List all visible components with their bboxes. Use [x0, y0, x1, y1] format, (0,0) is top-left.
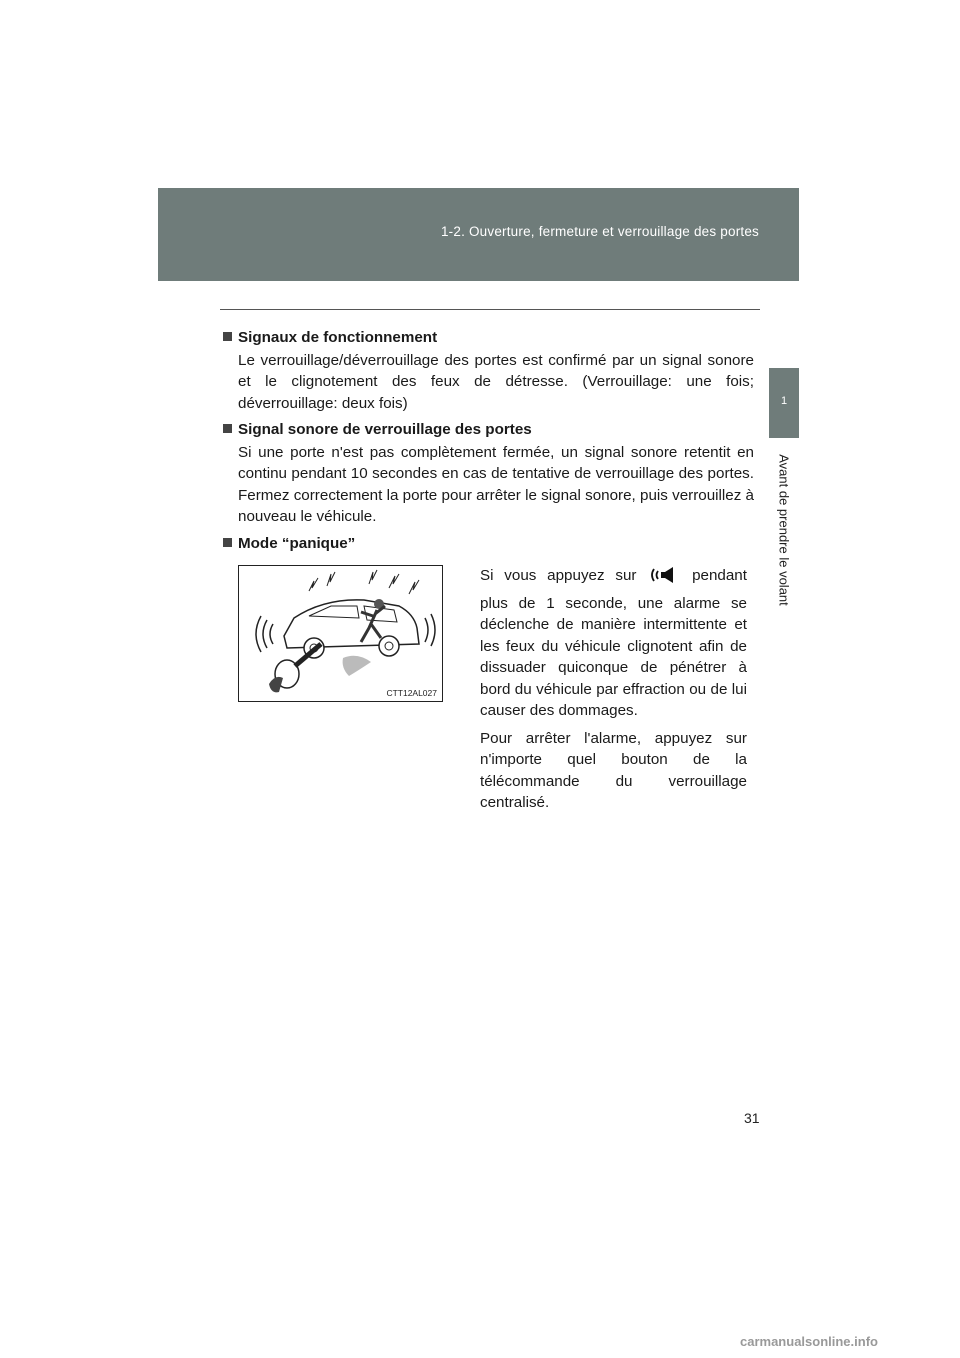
chapter-label: Avant de prendre le volant: [776, 454, 792, 606]
header-band: [158, 188, 799, 281]
figure-code: CTT12AL027: [386, 688, 437, 698]
heading-text: Mode “panique”: [238, 534, 356, 552]
section-title: 1-2. Ouverture, fermeture et verrouillage des portes: [440, 224, 759, 239]
panic-instruction-line: [480, 565, 747, 587]
section-body: Le verrouillage/déverrouillage des portes est confirmé par un signal sonore et le clignotement des feux de détresse. (Verrouillage: une fois; déverrouillage: deux fois): [238, 351, 754, 412]
heading-text: Signal sonore de verrouillage des portes: [238, 421, 532, 438]
panic-description: [480, 565, 747, 820]
page-number: 31: [744, 1110, 760, 1126]
section-heading: [223, 327, 754, 349]
panic-instruction-continued: plus de 1 seconde, une alarme se déclenche de manière intermittente et les feux du véhicule clignotent afin de dissuader quiconque de pénétrer à bord du véhicule par effraction ou de lui causer des dommages.: [480, 594, 747, 719]
header-rule: [220, 309, 760, 310]
panic-stop-instruction: Pour arrêter l'alarme, appuyez sur n'importe quel bouton de la télécommande du verrouillage centralisé.: [480, 729, 747, 811]
heading-text: Signaux de fonctionnement: [238, 329, 438, 346]
panic-button-icon: [649, 566, 679, 584]
bullet-square-icon: [223, 332, 232, 341]
bullet-square-icon: [223, 538, 232, 547]
bullet-square-icon: [223, 424, 232, 433]
panic-illustration: [238, 565, 443, 702]
section-heading: [223, 419, 754, 441]
text-after-icon: pendant: [692, 567, 747, 584]
section-body: Si une porte n'est pas complètement fermée, un signal sonore retentit en continu pendant 10 secondes en cas de tentative de verrouillage des portes. Fermez correctement la porte pour arrêter le signal sonore, puis verrouillez à nouveau le véhicule.: [238, 443, 754, 525]
text-before-icon: Si vous appuyez sur: [480, 567, 637, 584]
chapter-tab[interactable]: [769, 368, 799, 438]
main-content: [223, 327, 754, 554]
watermark: carmanualsonline.info: [740, 1334, 878, 1349]
chapter-number: 1: [780, 395, 788, 407]
car-alarm-illustration: [239, 566, 442, 701]
section-heading: [223, 533, 754, 555]
